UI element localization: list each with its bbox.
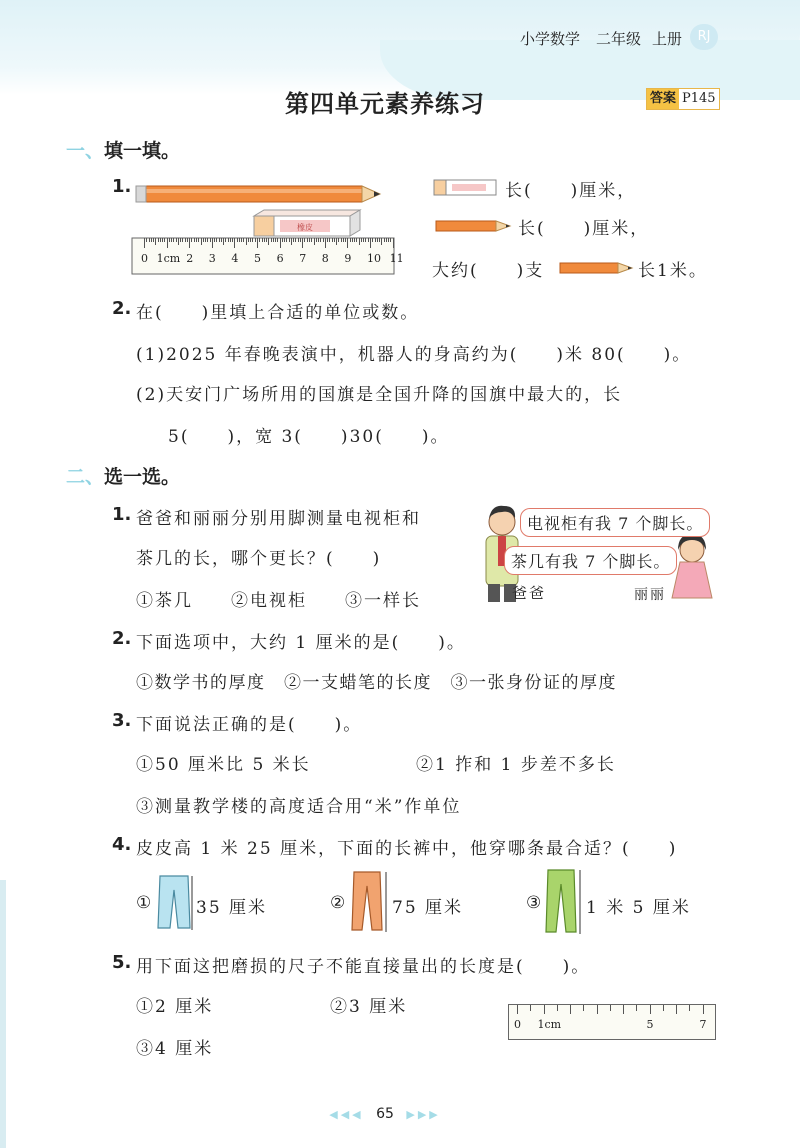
ruler-tick [243,238,244,242]
ruler-tick [158,238,159,242]
ruler-tick [153,238,154,242]
ruler-tick [255,238,256,242]
page-title: 第四单元素养练习 [285,90,485,118]
answer-label: 答案 [647,89,679,109]
ruler-tick [359,238,360,245]
ruler-tick [277,238,278,242]
pants-3-icon [542,866,582,938]
worn-ruler-label: 5 [646,1018,654,1031]
ruler-tick [207,238,208,242]
page-footer [0,1106,770,1122]
ruler-tick [234,238,235,248]
edition-badge: RJ [690,24,718,50]
s2-q3-number: 3. [112,710,132,731]
ruler-tick [379,238,380,242]
ruler-tick [363,238,364,242]
ruler-tick [350,238,351,242]
ruler-tick [291,238,292,245]
ruler-tick [517,1005,518,1014]
ruler-tick [316,238,317,242]
ruler-tick [309,238,310,242]
ruler-label: 1cm [156,252,181,265]
ruler-1 [132,238,404,274]
pants-2-mark: ② [330,893,348,913]
answer-page: P145 [679,89,719,109]
answer-reference[interactable] [646,88,720,110]
ruler-tick [341,238,342,242]
ruler-tick [280,238,281,248]
ruler-tick [271,238,272,242]
ruler-tick [325,238,326,248]
ruler-tick [266,238,267,242]
ruler-tick [703,1005,704,1014]
s1-q1-number: 1. [112,176,132,197]
section-2-heading [66,462,180,489]
ruler-tick [178,238,179,245]
ruler-tick [203,238,204,242]
ruler-tick [314,238,315,245]
ruler-tick [295,238,296,242]
ruler-tick [212,238,213,248]
ruler-tick [372,238,373,242]
ruler-tick [393,238,394,248]
ruler-label: 8 [321,252,329,265]
ruler-tick [388,238,389,242]
ruler-tick [198,238,199,242]
ruler-tick [530,1005,531,1011]
ruler-tick [329,238,330,242]
ruler-label: 3 [208,252,216,265]
ruler-tick [194,238,195,242]
ruler-tick [248,238,249,242]
ruler-tick [289,238,290,242]
pants-1-length: 35 厘米 [196,898,268,918]
s2-q5-text: 用下面这把磨损的尺子不能直接量出的长度是( )。 [136,957,591,977]
ruler-tick [386,238,387,242]
ruler-tick [345,238,346,242]
ruler-tick [228,238,229,242]
ruler-tick [286,238,287,242]
ruler-label: 10 [367,252,381,265]
section-1-heading [66,136,180,163]
ruler-tick [262,238,263,242]
ruler-label: 11 [389,252,404,265]
ruler-tick [169,238,170,242]
ruler-tick [302,238,303,248]
ruler-tick [162,238,163,242]
ruler-tick [298,238,299,242]
ruler-tick [189,238,190,248]
ruler-tick [214,238,215,242]
svg-text:橡皮: 橡皮 [297,223,313,232]
s2-q5-opt2: ②3 厘米 [330,997,408,1017]
ruler-tick [327,238,328,242]
s2-q3-text: 下面说法正确的是( )。 [136,715,363,735]
ruler-tick [318,238,319,242]
small-eraser-icon [432,176,502,198]
ruler-label: 2 [186,252,194,265]
header-subject: 小学数学 [520,30,581,48]
section-2-label: 选一选。 [104,466,181,488]
ruler-tick [311,238,312,242]
pants-2-length: 75 厘米 [392,898,464,918]
ruler-label: 5 [254,252,261,265]
s2-q5-opt3: ③4 厘米 [136,1039,214,1059]
ruler-tick [185,238,186,242]
ruler-tick [663,1005,664,1011]
ruler-tick [268,238,269,245]
worn-ruler-label: 7 [699,1018,707,1031]
page-number: 65 [376,1106,394,1122]
ruler-tick [201,238,202,245]
ruler-tick [300,238,301,242]
s2-q5-opt1: ①2 厘米 [136,997,214,1017]
s2-q1-number: 1. [112,504,132,525]
ruler-tick [377,238,378,242]
ruler-tick [223,238,224,245]
s2-q1-options: ①茶几 ②电视柜 ③一样长 [136,591,421,611]
s1-q2-number: 2. [112,298,132,319]
ruler-label: 6 [276,252,284,265]
ruler-tick [368,238,369,242]
ruler-tick [365,238,366,242]
ruler-tick [196,238,197,242]
ruler-tick [320,238,321,242]
s1-q2-text: 在( )里填上合适的单位或数。 [136,303,420,323]
ruler-tick [239,238,240,242]
section-1-label: 填一填。 [104,140,181,162]
ruler-tick [273,238,274,242]
small-pencil-icon-2 [556,258,636,278]
ruler-tick [304,238,305,242]
ruler-tick [182,238,183,242]
ruler-tick [149,238,150,242]
ruler-tick [167,238,168,248]
footer-arrows-right: ▶▶▶ [406,1108,441,1121]
ruler-tick [210,238,211,242]
s1-q1-line1: 长( )厘米， [505,181,637,201]
pants-3-mark: ③ [526,893,544,913]
ruler-tick [361,238,362,242]
footer-arrows-left: ◀◀◀ [329,1108,364,1121]
s1-q2-sub2a: (2)天安门广场所用的国旗是全国升降的国旗中最大的，长 [136,385,623,405]
ruler-tick [689,1005,690,1011]
s2-q3-opt2: ②1 拃和 1 步差不多长 [416,755,616,775]
ruler-tick [384,238,385,242]
dad-label: 爸爸 [512,584,547,602]
s2-q2-text: 下面选项中，大约 1 厘米的是( )。 [136,633,466,653]
s2-q2-number: 2. [112,628,132,649]
ruler-tick [343,238,344,242]
ruler-tick [257,238,258,248]
ruler-tick [381,238,382,245]
ruler-tick [307,238,308,242]
ruler-tick [352,238,353,242]
ruler-tick [597,1005,598,1014]
ruler-tick [570,1005,571,1014]
section-1-number: 一、 [66,140,105,162]
ruler-tick [176,238,177,242]
ruler-tick [650,1005,651,1014]
ruler-tick [282,238,283,242]
s2-q4-number: 4. [112,834,132,855]
ruler-tick [155,238,156,245]
ruler-tick [216,238,217,242]
ruler-tick [225,238,226,242]
header-volume: 上册 [652,30,683,48]
s2-q4-text: 皮皮高 1 米 25 厘米，下面的长裤中，他穿哪条最合适？( ) [136,839,678,859]
ruler-tick [173,238,174,242]
ruler-tick [356,238,357,242]
s2-q2-options: ①数学书的厚度 ②一支蜡笔的长度 ③一张身份证的厚度 [136,673,617,693]
ruler-tick [160,238,161,242]
ruler-label: 9 [344,252,352,265]
small-pencil-icon [432,216,514,236]
ruler-tick [334,238,335,242]
pants-3-length: 1 米 5 厘米 [586,898,691,918]
s2-q1-text-a: 爸爸和丽丽分别用脚测量电视柜和 [136,509,421,529]
ruler-label: 4 [231,252,239,265]
ruler-tick [375,238,376,242]
dad-speech-bubble: 电视柜有我 7 个脚长。 [520,508,710,537]
lili-icon [672,534,712,598]
s2-q3-opt1: ①50 厘米比 5 米长 [136,755,311,775]
header-grade: 二年级 [596,30,642,48]
ruler-tick [252,238,253,242]
ruler-tick [180,238,181,242]
ruler-tick [623,1005,624,1014]
ruler-tick [151,238,152,242]
ruler-tick [284,238,285,242]
ruler-tick [230,238,231,242]
ruler-tick [164,238,165,242]
ruler-tick [219,238,220,242]
worn-ruler-label: 1cm [537,1018,562,1031]
s1-q2-sub1: (1)2025 年春晚表演中，机器人的身高约为( )米 80( )。 [136,345,692,365]
ruler-tick [191,238,192,242]
ruler-tick [323,238,324,242]
ruler-tick [146,238,147,242]
ruler-tick [544,1005,545,1014]
ruler-tick [171,238,172,242]
ruler-tick [332,238,333,242]
ruler-tick [250,238,251,242]
ruler-tick [293,238,294,242]
pants-2-icon [348,868,388,936]
lili-label: 丽丽 [634,587,666,603]
eraser-icon [254,210,360,236]
ruler-tick [259,238,260,242]
ruler-tick [187,238,188,242]
ruler-tick [237,238,238,242]
ruler-tick [610,1005,611,1011]
ruler-tick [557,1005,558,1011]
ruler-tick [338,238,339,242]
lili-speech-bubble: 茶几有我 7 个脚长。 [504,546,677,575]
pants-1-icon [154,872,194,934]
s1-q1-line2: 长( )厘米， [518,219,650,239]
ruler-tick [221,238,222,242]
ruler-label: 0 [141,252,148,265]
ruler-tick [390,238,391,242]
section-2-number: 二、 [66,466,105,488]
ruler-tick [370,238,371,248]
s2-q1-text-b: 茶几的长，哪个更长？( ) [136,549,382,569]
ruler-tick [264,238,265,242]
worn-ruler-label: 0 [514,1018,521,1031]
s1-q1-line3a: 大约( )支 [432,261,545,281]
ruler-tick [144,238,145,248]
ruler-tick [347,238,348,248]
s2-q5-number: 5. [112,952,132,973]
pants-1-mark: ① [136,893,154,913]
worn-ruler [508,1004,716,1040]
ruler-tick [676,1005,677,1014]
ruler-tick [636,1005,637,1011]
ruler-label: 7 [299,252,307,265]
ruler-tick [246,238,247,245]
ruler-tick [583,1005,584,1011]
s1-q1-line3b: 长1米。 [638,261,708,281]
ruler-tick [232,238,233,242]
ruler-tick [205,238,206,242]
s2-q3-opt3: ③测量教学楼的高度适合用“米”作单位 [136,797,462,817]
s1-q2-sub2b: 5( )，宽 3( )30( )。 [168,427,450,447]
ruler-tick [275,238,276,242]
ruler-tick [354,238,355,242]
pencil-icon [136,186,380,202]
ruler-tick [336,238,337,245]
ruler-tick [241,238,242,242]
